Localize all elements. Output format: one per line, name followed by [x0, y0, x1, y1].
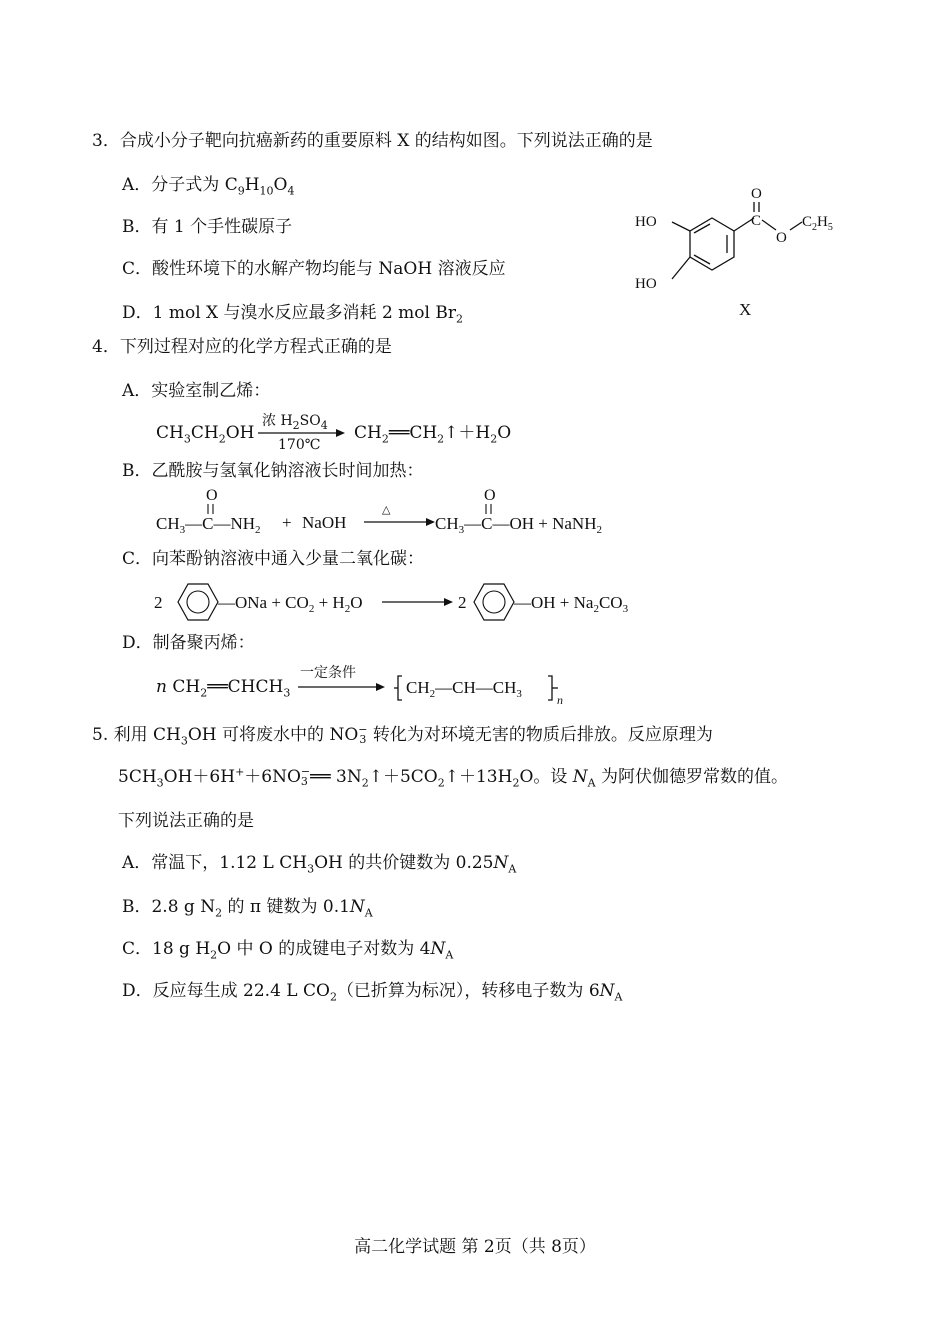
- svg-text:+: +: [282, 513, 292, 532]
- q4-d-above: 一定条件: [300, 665, 356, 681]
- svg-text:2: 2: [154, 593, 163, 612]
- structure-ho-top: HO: [635, 214, 657, 230]
- q5-option-c: C．18 g $H_2O$ 中 O 的成键电子对数为 $4N_A$: [122, 939, 454, 962]
- structure-carbonyl-c: C: [751, 213, 762, 229]
- svg-text:—OH + Na2CO3: —OH + $Na_2CO_3$: [514, 593, 629, 615]
- q3-option-a: A．分子式为 $C_9H_{10}O_4$: [122, 175, 295, 198]
- svg-text:—ONa + CO2 + H2O: —ONa + $CO_2 + H_2O$: [218, 593, 363, 615]
- q4-a-right: $CH_2══CH_2↑+H_2O$: [354, 423, 512, 446]
- structure-carbonyl-o: O: [751, 186, 762, 202]
- svg-text:n: n: [557, 693, 563, 707]
- q5-option-b: B．2.8 g $N_2$ 的 π 键数为 $0.1N_A$: [122, 897, 373, 920]
- q4-a-below: 170℃: [278, 437, 321, 453]
- q4-c-equation: [150, 576, 670, 628]
- page-footer: 高二化学试题 第 2页（共 8页）: [354, 1237, 596, 1257]
- q4-option-d-label: D．制备聚丙烯：: [122, 633, 255, 653]
- q5-stem-line3: 下列说法正确的是: [118, 811, 254, 831]
- q4-option-a-label: A．实验室制乙烯：: [122, 381, 271, 401]
- q5-stem-line1: 5. 利用 $CH_3OH$ 可将废水中的 NO − 3 转化为对环境无害的物质后排放。反应原理为: [92, 723, 713, 748]
- svg-text:CH3—C—NH2: $CH_3—C—NH_2$: [156, 514, 261, 536]
- svg-text:O: O: [206, 487, 218, 504]
- q4-d-arrow: [296, 682, 386, 692]
- structure-ho-bottom: HO: [635, 276, 657, 292]
- svg-text:NaOH: NaOH: [302, 513, 347, 532]
- q3-option-d: D．1 mol X 与溴水反应最多消耗 2 mol $Br_2$: [122, 303, 463, 326]
- q4-d-polymer: [392, 664, 582, 708]
- svg-text:△: △: [382, 504, 391, 516]
- svg-text:CH2—CH—CH3: $CH_2—CH—CH_3$: [406, 678, 522, 700]
- q4-d-left: n $CH_2══CHCH_3$: [156, 677, 291, 700]
- q3-option-b: B．有 1 个手性碳原子: [122, 217, 293, 237]
- q5-option-d: D．反应每生成 22.4 L $CO_2$（已折算为标况），转移电子数为 $6N_A$: [122, 981, 623, 1004]
- structure-ethyl: $C_2H_5$: [802, 214, 833, 233]
- svg-text:O: O: [484, 487, 496, 504]
- structure-x: [628, 178, 858, 323]
- q4-a-left: $CH_3CH_2OH$: [156, 423, 255, 446]
- structure-ester-o: O: [776, 230, 787, 246]
- svg-text:2: 2: [458, 593, 467, 612]
- q4-option-b-label: B．乙酰胺与氢氧化钠溶液长时间加热：: [122, 461, 424, 481]
- q3-stem: 3．合成小分子靶向抗癌新药的重要原料 X 的结构如图。下列说法正确的是: [92, 131, 653, 151]
- q4-b-equation: [150, 482, 650, 538]
- q3-option-c: C．酸性环境下的水解产物均能与 NaOH 溶液反应: [122, 259, 506, 279]
- q5-stem-line2: $5CH_3OH+6H^++6NO$ − 3 ══ $3N_2↑+5CO_2↑+13H_2O$。设 $N_A$ 为阿伏伽德罗常数的值。: [118, 765, 789, 790]
- structure-label-x: X: [739, 300, 752, 319]
- q5-option-a: A．常温下，1.12 L $CH_3OH$ 的共价键数为 $0.25N_A$: [122, 853, 517, 876]
- q4-a-above: 浓 $H_2SO_4$: [262, 413, 328, 432]
- q4-option-c-label: C．向苯酚钠溶液中通入少量二氧化碳：: [122, 549, 425, 569]
- q4-stem: 4．下列过程对应的化学方程式正确的是: [92, 337, 392, 357]
- svg-text:CH3—C—OH + NaNH2: $CH_3—C—OH$ + NaNH$_2$: [435, 514, 602, 536]
